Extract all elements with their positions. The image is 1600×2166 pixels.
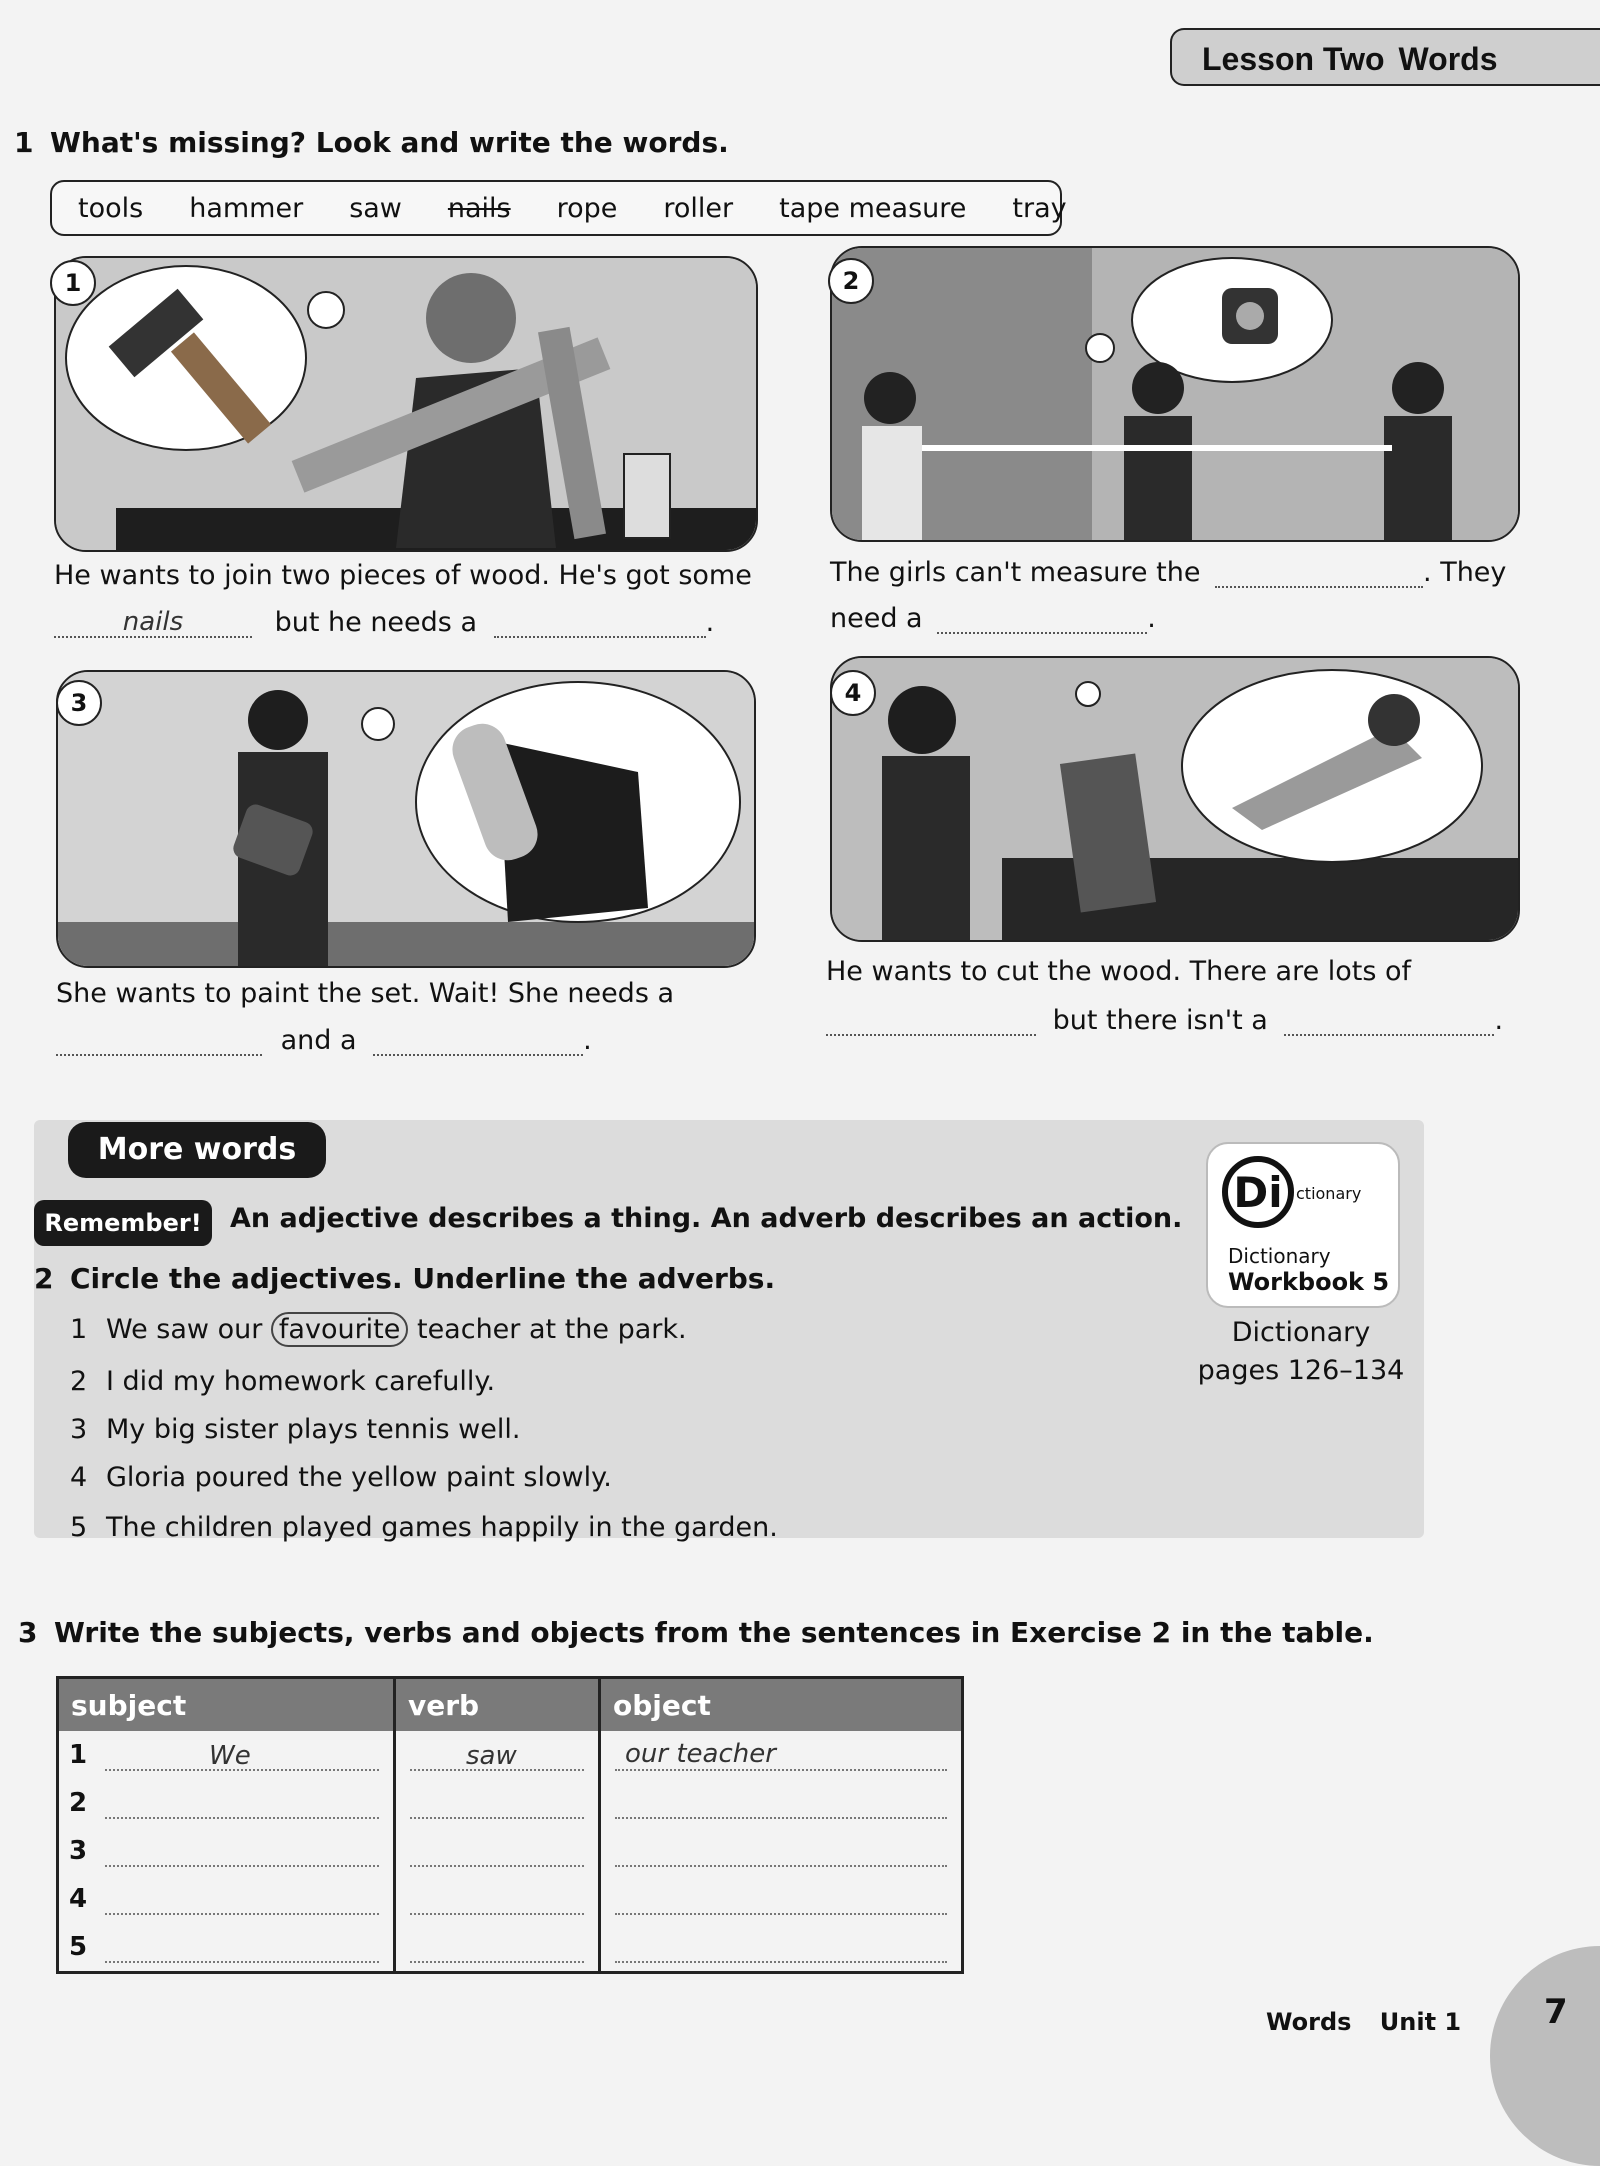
verb-cell[interactable] (395, 1923, 600, 1973)
subject-cell[interactable] (58, 1875, 395, 1923)
dictionary-reference-pages: pages 126–134 (1197, 1355, 1405, 1386)
sentence-text: Gloria poured the yellow paint slowly. (106, 1462, 612, 1493)
subject-answer: We (209, 1741, 251, 1771)
panel-1-caption-end: . (705, 607, 715, 638)
verb-cell[interactable] (395, 1779, 600, 1827)
panel-4-caption-line1: He wants to cut the wood. There are lots of (826, 956, 1412, 987)
sentence-4 (70, 1462, 612, 1493)
table-header-row (58, 1678, 963, 1732)
column-header-subject: subject (58, 1678, 395, 1732)
exercise-3-title (18, 1616, 1374, 1649)
sentence-number: 2 (70, 1366, 88, 1397)
word-bank-item: tray (1012, 192, 1067, 224)
row-number: 1 (69, 1740, 88, 1770)
sentence-number: 1 (70, 1314, 88, 1345)
subject-cell[interactable] (58, 1731, 395, 1779)
exercise-2-instruction: Circle the adjectives. Underline the adverbs. (70, 1262, 776, 1295)
panel-2-caption-end: . They (1423, 557, 1507, 588)
dictionary-card-line1: Dictionary (1228, 1244, 1331, 1268)
answer-blank[interactable] (1284, 1004, 1494, 1036)
tape-measure-illustration-svg (832, 248, 1518, 540)
handwritten-answer: nails (122, 607, 184, 637)
panel-4-caption-period: . (1494, 1005, 1504, 1036)
sentence-number: 4 (70, 1462, 88, 1493)
object-cell[interactable] (600, 1827, 963, 1875)
saw-illustration-svg (832, 658, 1518, 940)
subject-cell[interactable] (58, 1779, 395, 1827)
column-header-object: object (600, 1678, 963, 1732)
answer-blank[interactable] (826, 1004, 1036, 1036)
verb-cell[interactable] (395, 1875, 600, 1923)
answer-blank[interactable] (494, 606, 706, 638)
dictionary-reference (1196, 1314, 1406, 1390)
remember-label: Remember! (34, 1200, 212, 1246)
panel-4-caption-line2 (826, 1004, 1503, 1036)
sentence-text: I did my homework carefully. (106, 1366, 496, 1397)
object-cell[interactable] (600, 1731, 963, 1779)
sentence-text: The children played games happily in the garden. (106, 1512, 778, 1543)
table-row (58, 1779, 963, 1827)
lesson-header-tab (1170, 28, 1600, 86)
lesson-label: Lesson Two (1202, 41, 1385, 77)
panel-1-caption-mid: but he needs a (274, 607, 477, 638)
footer-words: Words (1266, 2008, 1352, 2036)
sentence-2 (70, 1366, 495, 1397)
roller-tray-illustration-svg (58, 672, 754, 966)
dictionary-logo-icon (1222, 1156, 1294, 1228)
dictionary-logo-small: ctionary (1296, 1184, 1362, 1203)
panel-1-caption-line1: He wants to join two pieces of wood. He's got some (54, 560, 752, 591)
footer-unit: Unit 1 (1379, 2008, 1462, 2036)
sentence-3 (70, 1414, 520, 1445)
verb-cell[interactable] (395, 1731, 600, 1779)
object-cell[interactable] (600, 1779, 963, 1827)
column-header-verb: verb (395, 1678, 600, 1732)
sentence-text: teacher at the park. (416, 1314, 687, 1345)
row-number: 4 (69, 1884, 88, 1914)
circled-adjective: favourite (271, 1312, 408, 1347)
dictionary-card-line2: Workbook 5 (1228, 1268, 1390, 1296)
exercise-1-number: 1 (14, 126, 34, 159)
sentence-text: We saw our (106, 1314, 263, 1345)
word-bank-item: rope (556, 192, 618, 224)
footer-label (1266, 2008, 1461, 2036)
panel-1-caption-line2 (54, 606, 714, 638)
panel-2-caption-need: need a (830, 603, 923, 634)
row-number: 2 (69, 1788, 88, 1818)
object-cell[interactable] (600, 1923, 963, 1973)
panel-3-caption-mid: and a (280, 1025, 357, 1056)
exercise-1-title (14, 126, 729, 159)
sentence-number: 3 (70, 1414, 88, 1445)
panel-badge-3: 3 (56, 680, 102, 726)
panel-2-caption-start: The girls can't measure the (830, 557, 1201, 588)
table-row (58, 1875, 963, 1923)
exercise-2-number: 2 (34, 1262, 54, 1295)
sentence-1 (70, 1314, 687, 1345)
answer-blank-filled[interactable] (54, 606, 252, 638)
answer-blank[interactable] (373, 1024, 583, 1056)
panel-2-caption-line1 (830, 556, 1506, 588)
answer-blank[interactable] (937, 602, 1147, 634)
sentence-5 (70, 1512, 778, 1543)
exercise-3-instruction: Write the subjects, verbs and objects from the sentences in Exercise 2 in the table. (54, 1616, 1374, 1649)
table-row (58, 1731, 963, 1779)
answer-blank[interactable] (56, 1024, 262, 1056)
exercise-2-title (34, 1262, 775, 1295)
illustration-roller-tray (56, 670, 756, 968)
section-label: Words (1398, 41, 1498, 77)
dictionary-logo-letters: Di (1233, 1167, 1283, 1217)
subject-cell[interactable] (58, 1923, 395, 1973)
verb-cell[interactable] (395, 1827, 600, 1875)
panel-3-caption-line2 (56, 1024, 592, 1056)
dictionary-card (1206, 1142, 1400, 1308)
illustration-tape-measure (830, 246, 1520, 542)
subject-cell[interactable] (58, 1827, 395, 1875)
word-bank-item: saw (349, 192, 402, 224)
exercise-1-instruction: What's missing? Look and write the words. (50, 126, 729, 159)
panel-badge-4: 4 (830, 670, 876, 716)
row-number: 3 (69, 1836, 88, 1866)
word-bank-item-crossed: nails (447, 192, 511, 224)
page-number: 7 (1544, 1992, 1568, 2032)
sentence-number: 5 (70, 1512, 88, 1543)
subject-verb-object-table (56, 1676, 964, 1974)
answer-blank[interactable] (1215, 556, 1423, 588)
word-bank-item: tape measure (779, 192, 967, 224)
panel-4-caption-mid: but there isn't a (1052, 1005, 1268, 1036)
word-bank-item: roller (663, 192, 734, 224)
page-corner-shape (1490, 1946, 1600, 2166)
row-number: 5 (69, 1932, 88, 1962)
table-row (58, 1827, 963, 1875)
more-words-label: More words (68, 1122, 326, 1178)
word-bank-item: tools (78, 192, 144, 224)
illustration-hammer (54, 256, 758, 552)
panel-2-caption-period: . (1147, 603, 1156, 634)
remember-text: An adjective describes a thing. An adverb describes an action. (230, 1203, 1183, 1234)
word-bank (50, 180, 1067, 236)
illustration-saw (830, 656, 1520, 942)
sentence-text: My big sister plays tennis well. (106, 1414, 521, 1445)
panel-3-caption-period: . (583, 1025, 592, 1056)
table-row (58, 1923, 963, 1973)
verb-answer: saw (466, 1741, 517, 1771)
exercise-3-number: 3 (18, 1616, 38, 1649)
panel-badge-1: 1 (50, 260, 96, 306)
panel-3-caption-line1: She wants to paint the set. Wait! She needs a (56, 978, 675, 1009)
dictionary-reference-title: Dictionary (1231, 1317, 1371, 1348)
object-cell[interactable] (600, 1875, 963, 1923)
hammer-illustration-svg (56, 258, 756, 550)
panel-badge-2: 2 (828, 258, 874, 304)
word-bank-item: hammer (189, 192, 304, 224)
panel-2-caption-line2 (830, 602, 1156, 634)
object-answer: our teacher (625, 1739, 776, 1769)
